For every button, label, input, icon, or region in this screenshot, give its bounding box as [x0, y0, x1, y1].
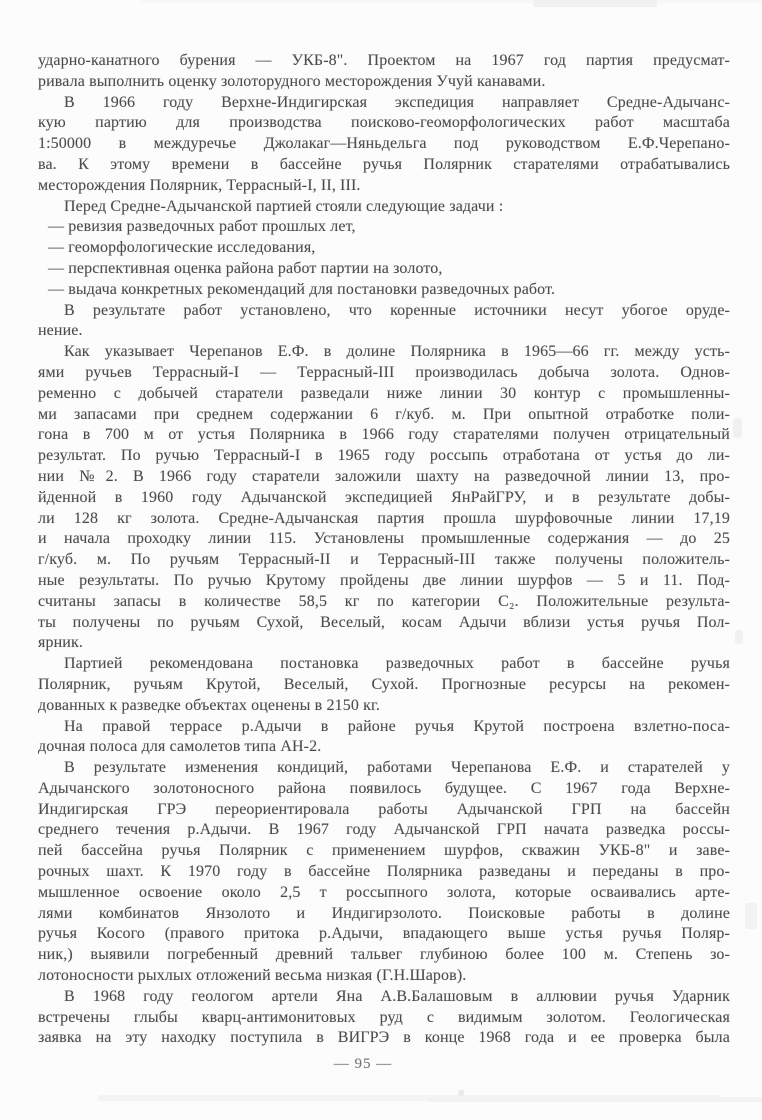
paragraph — [38, 51, 730, 93]
text-line: и начала проходку линии 115. Установлены промышленные содержания — до 25 — [38, 530, 730, 548]
text-line: На правой террасе р.Адычи в районе ручья Крутой построена взлетно-поса- — [64, 717, 730, 735]
text-line: Полярник, ручьям Крутой, Веселый, Сухой. Прогнозные ресурсы на рекомен- — [38, 675, 730, 693]
text-line: В результате изменения кондиций, работами Черепанова Е.Ф. и старателей у — [64, 759, 730, 777]
text-line: пей бассейна ручья Полярник с применением шурфов, скважин УКБ-8" и заве- — [38, 842, 730, 860]
scan-artifact-bottom-strip — [98, 1095, 720, 1101]
text-line: рочных шахт. К 1970 году в бассейне Полярника разведаны и переданы в про- — [38, 863, 730, 881]
text-line: ник,) выявили погребенный древний тальвег глубиною более 100 м. Степень зо- — [38, 946, 730, 964]
text-line: ударно-канатного бурения — УКБ-8". Проектом на 1967 год партия предусмат- — [38, 52, 730, 69]
paragraph — [38, 301, 730, 343]
text-line: 1:50000 в междуречье Джолакаг—Няньдельга под руководством Е.Ф.Черепано- — [38, 135, 730, 153]
page-body-text — [38, 51, 730, 1049]
text-line: лотоносности рыхлых отложений весьма низкая (Г.Н.Шаров). — [38, 967, 467, 985]
text-line: ременно с добычей старатели разведали ниже линии 30 контур с промышленны- — [38, 384, 730, 402]
text-line: ривала выполнить оценку золоторудного месторождения Учуй канавами. — [38, 72, 546, 90]
text-line: мышленное освоение около 2,5 т россыпного золота, которые осваивались арте- — [38, 883, 730, 901]
scan-artifact-bottom-strip-2 — [428, 1097, 762, 1102]
text-line: ярник. — [38, 634, 83, 652]
text-line: В 1966 году Верхне-Индигирская экспедиция направляет Средне-Адычанс- — [64, 93, 730, 111]
text-line: кую партию для производства поисково-геоморфологических работ масштаба — [38, 114, 730, 132]
paragraph — [38, 654, 730, 716]
scan-speck — [735, 630, 743, 644]
text-line: — ревизия разведочных работ прошлых лет, — [48, 218, 356, 236]
text-line: — геоморфологические исследования, — [48, 239, 316, 257]
text-line: ми запасами при среднем содержании 6 г/куб. м. При опытной отработке поли- — [38, 405, 730, 423]
scan-artifact-top-bar — [533, 0, 657, 7]
text-line: — выдача конкретных рекомендаций для постановки разведочных работ. — [48, 280, 556, 298]
text-line: В результате работ установлено, что коренные источники несут убогое оруде- — [64, 301, 730, 319]
text-line: Адычанского золотоносного района появилось будущее. С 1967 года Верхне- — [38, 779, 730, 797]
text-line: Перед Средне-Адычанской партией стояли следующие задачи : — [64, 197, 504, 215]
text-line: ва. К этому времени в бассейне ручья Полярник старателями отрабатывались — [38, 155, 730, 173]
list-item-paragraph — [38, 238, 730, 259]
text-line: заявка на эту находку поступила в ВИГРЭ в конце 1968 года и ее проверка была — [38, 1029, 730, 1047]
text-line: среднего течения р.Адычи. В 1967 году Адычанской ГРП начата разведка россы- — [38, 821, 730, 839]
text-line: В 1968 году геологом артели Яна А.В.Балашовым в аллювии ручья Ударник — [64, 987, 730, 1005]
text-line: ями ручьев Террасный-I — Террасный-III производилась добыча золота. Однов- — [38, 363, 730, 381]
text-line: нение. — [38, 322, 83, 340]
text-line: — перспективная оценка района работ партии на золото, — [48, 259, 443, 277]
text-line: лями комбинатов Янзолото и Индигирзолото. Поисковые работы в долине — [38, 904, 730, 922]
text-line: гона в 700 м от устья Полярника в 1966 году старателями получен отрицательный — [38, 426, 730, 444]
paragraph — [38, 93, 730, 197]
text-line: г/куб. м. По ручьям Террасный-II и Террасный-III также получены положитель- — [38, 551, 730, 569]
scan-speck — [733, 418, 742, 438]
text-line: считаны запасы в количестве 58,5 кг по категории С₂. Положительные результа- — [38, 592, 730, 610]
paragraph — [38, 717, 730, 759]
text-line: ручья Косого (правого притока р.Адычи, впадающего выше устья ручья Поляр- — [38, 925, 730, 943]
paragraph — [38, 987, 730, 1049]
text-line: встречены глыбы кварц-антимонитовых руд с видимым золотом. Геологическая — [38, 1008, 730, 1026]
text-line: Как указывает Черепанов Е.Ф. в долине Полярника в 1965—66 гг. между усть- — [64, 343, 730, 361]
text-line: дочная полоса для самолетов типа АН-2. — [38, 738, 322, 756]
list-item-paragraph — [38, 280, 730, 301]
text-line: месторождения Полярник, Террасный-I, II, III. — [38, 176, 361, 194]
text-line: нии №2. В 1966 году старатели заложили шахту на разведочной линии 13, про- — [38, 467, 730, 485]
text-line: Индигирская ГРЭ переориентировала работы Адычанской ГРП на бассейн — [38, 800, 730, 818]
text-line: результат. По ручью Террасный-I в 1965 году россыпь отработана от устья до ли- — [38, 447, 730, 465]
list-item-paragraph — [38, 217, 730, 238]
text-line: ты получены по ручьям Сухой, Веселый, косам Адычи вблизи устья ручья Пол- — [38, 613, 730, 631]
text-line: дованных к разведке объектах оценены в 2150 кг. — [38, 696, 380, 714]
paragraph — [38, 758, 730, 987]
paragraph — [38, 342, 730, 654]
text-line: ли 128 кг золота. Средне-Адычанская партия прошла шурфовочные линии 17,19 — [38, 509, 730, 527]
scan-artifact-top-edge — [140, 0, 762, 3]
scan-speck — [745, 903, 757, 929]
text-line: йденной в 1960 году Адычанской экспедицией ЯнРайГРУ, и в результате добы- — [38, 488, 730, 506]
list-item-paragraph — [38, 259, 730, 280]
page-number: — 95 — — [333, 1056, 393, 1072]
paragraph — [38, 197, 730, 218]
scan-speck — [458, 1090, 464, 1096]
text-line: ные результаты. По ручью Крутому пройдены две линии шурфов — 5 и 11. Под- — [38, 571, 730, 589]
text-line: Партией рекомендована постановка разведочных работ в бассейне ручья — [64, 655, 730, 673]
